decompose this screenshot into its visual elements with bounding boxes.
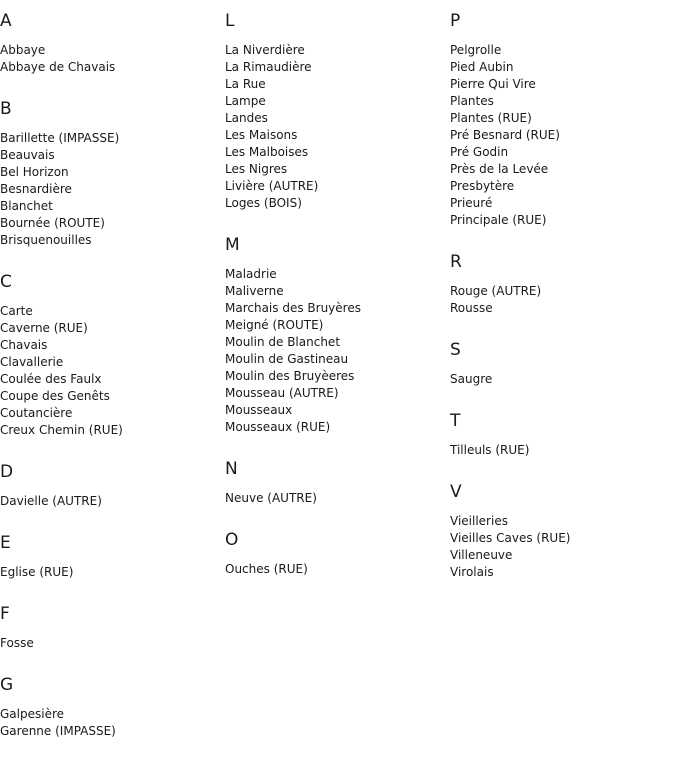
street-link[interactable]: Fosse [0, 636, 34, 650]
street-link[interactable]: Bel Horizon [0, 165, 69, 179]
street-link[interactable]: Barillette (IMPASSE) [0, 131, 120, 145]
street-link[interactable]: Les Malboises [225, 145, 309, 159]
street-list [225, 42, 450, 212]
letter-heading: C [0, 272, 12, 292]
letter-group [450, 340, 675, 388]
street-link[interactable]: Maladrie [225, 267, 277, 281]
street-link[interactable]: Virolais [450, 565, 494, 579]
street-list [0, 706, 225, 740]
letter-group [225, 11, 450, 212]
letter-group [0, 99, 225, 249]
letter-group [0, 533, 225, 581]
letter-heading: P [450, 11, 461, 31]
letter-group [0, 272, 225, 439]
street-list [450, 442, 675, 459]
letter-group [450, 411, 675, 459]
street-link[interactable]: Caverne (RUE) [0, 321, 88, 335]
letter-heading: G [0, 675, 14, 695]
street-link[interactable]: Garenne (IMPASSE) [0, 724, 116, 738]
street-link[interactable]: Pré Godin [450, 145, 509, 159]
street-list [450, 371, 675, 388]
street-list [0, 42, 225, 76]
street-link[interactable]: Moulin des Bruyèeres [225, 369, 355, 383]
letter-group [0, 675, 225, 740]
street-link[interactable]: Blanchet [0, 199, 53, 213]
street-list [0, 493, 225, 510]
street-link[interactable]: Près de la Levée [450, 162, 549, 176]
street-link[interactable]: Vieilleries [450, 514, 508, 528]
index-column [450, 11, 675, 581]
street-list [0, 564, 225, 581]
street-link[interactable]: Pelgrolle [450, 43, 502, 57]
street-link[interactable]: Principale (RUE) [450, 213, 547, 227]
letter-heading: R [450, 252, 462, 272]
letter-group [225, 235, 450, 436]
letter-group [225, 530, 450, 578]
letter-heading: T [450, 411, 461, 431]
letter-heading: B [0, 99, 12, 119]
street-link[interactable]: Pied Aubin [450, 60, 514, 74]
street-link[interactable]: Galpesière [0, 707, 65, 721]
letter-heading: F [0, 604, 10, 624]
letter-group [450, 252, 675, 317]
street-link[interactable]: La Rue [225, 77, 266, 91]
letter-heading: M [225, 235, 240, 255]
letter-group [225, 459, 450, 507]
street-link[interactable]: Tilleuls (RUE) [450, 443, 530, 457]
letter-heading: A [0, 11, 12, 31]
street-list [225, 561, 450, 578]
street-link[interactable]: Plantes (RUE) [450, 111, 532, 125]
street-link[interactable]: Mousseaux (RUE) [225, 420, 331, 434]
letter-group [450, 482, 675, 581]
street-link[interactable]: Clavallerie [0, 355, 64, 369]
street-link[interactable]: Presbytère [450, 179, 515, 193]
street-list [0, 130, 225, 249]
street-link[interactable]: Rousse [450, 301, 493, 315]
street-link[interactable]: Creux Chemin (RUE) [0, 423, 123, 437]
street-link[interactable]: Davielle (AUTRE) [0, 494, 102, 508]
street-link[interactable]: Coupe des Genêts [0, 389, 110, 403]
street-link[interactable]: Brisquenouilles [0, 233, 92, 247]
street-link[interactable]: Besnardière [0, 182, 72, 196]
street-link[interactable]: Beauvais [0, 148, 55, 162]
letter-group [450, 11, 675, 229]
street-link[interactable]: Mousseau (AUTRE) [225, 386, 339, 400]
street-link[interactable]: Coulée des Faulx [0, 372, 102, 386]
letter-group [0, 604, 225, 652]
street-link[interactable]: Vieilles Caves (RUE) [450, 531, 571, 545]
letter-heading: E [0, 533, 11, 553]
street-link[interactable]: Marchais des Bruyères [225, 301, 361, 315]
letter-heading: S [450, 340, 461, 360]
letter-heading: V [450, 482, 462, 502]
street-link[interactable]: Les Maisons [225, 128, 298, 142]
index-column [225, 11, 450, 578]
street-list [450, 513, 675, 581]
street-link[interactable]: Mousseaux [225, 403, 293, 417]
street-link[interactable]: Coutancière [0, 406, 73, 420]
street-link[interactable]: Rouge (AUTRE) [450, 284, 542, 298]
street-link[interactable]: Plantes [450, 94, 494, 108]
street-link[interactable]: Meigné (ROUTE) [225, 318, 324, 332]
street-link[interactable]: La Niverdière [225, 43, 305, 57]
street-link[interactable]: Moulin de Blanchet [225, 335, 341, 349]
street-link[interactable]: Abbaye [0, 43, 46, 57]
street-link[interactable]: Pierre Qui Vire [450, 77, 536, 91]
letter-group [0, 11, 225, 76]
street-link[interactable]: Les Nigres [225, 162, 288, 176]
street-list [0, 635, 225, 652]
street-link[interactable]: Eglise (RUE) [0, 565, 74, 579]
street-link[interactable]: Prieuré [450, 196, 493, 210]
street-link[interactable]: Livière (AUTRE) [225, 179, 319, 193]
index-column [0, 11, 225, 740]
letter-heading: N [225, 459, 238, 479]
street-link[interactable]: La Rimaudière [225, 60, 312, 74]
street-list [450, 283, 675, 317]
street-link[interactable]: Neuve (AUTRE) [225, 491, 317, 505]
street-link[interactable]: Moulin de Gastineau [225, 352, 349, 366]
street-link[interactable]: Bournée (ROUTE) [0, 216, 105, 230]
street-link[interactable]: Abbaye de Chavais [0, 60, 116, 74]
street-link[interactable]: Villeneuve [450, 548, 513, 562]
street-list [0, 303, 225, 439]
letter-group [0, 462, 225, 510]
street-link[interactable]: Saugre [450, 372, 493, 386]
street-list [450, 42, 675, 229]
street-link[interactable]: Ouches (RUE) [225, 562, 308, 576]
street-list [225, 490, 450, 507]
street-link[interactable]: Chavais [0, 338, 48, 352]
street-link[interactable]: Lampe [225, 94, 266, 108]
street-list [225, 266, 450, 436]
letter-heading: O [225, 530, 239, 550]
street-link[interactable]: Carte [0, 304, 33, 318]
street-link[interactable]: Maliverne [225, 284, 284, 298]
street-link[interactable]: Landes [225, 111, 268, 125]
letter-heading: L [225, 11, 235, 31]
letter-heading: D [0, 462, 14, 482]
street-link[interactable]: Pré Besnard (RUE) [450, 128, 560, 142]
street-link[interactable]: Loges (BOIS) [225, 196, 302, 210]
